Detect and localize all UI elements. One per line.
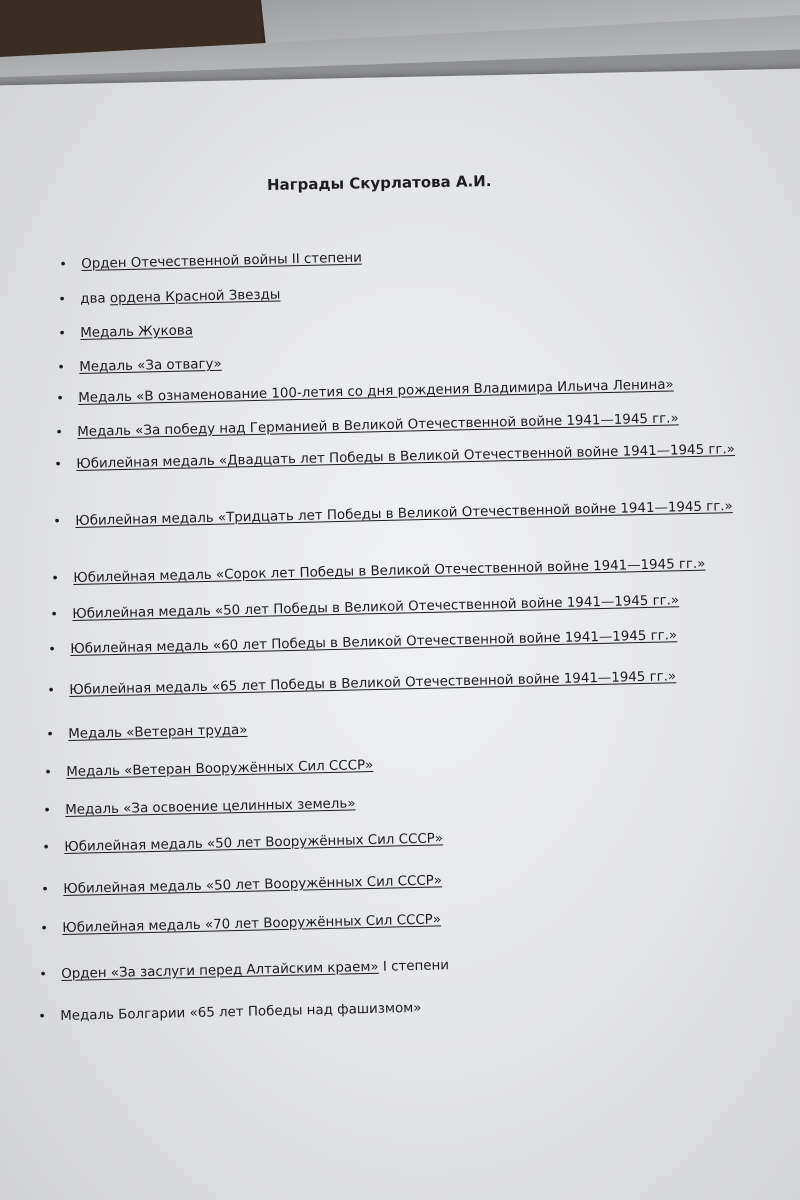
award-text: [62, 912, 441, 936]
award-text: [77, 411, 679, 440]
award-list-item: [48, 622, 750, 662]
bullet-icon: •: [58, 292, 67, 308]
bullet-icon: •: [57, 360, 66, 376]
award-text: [80, 287, 280, 307]
award-list-item: [53, 494, 755, 534]
award-text: [75, 499, 733, 529]
bullet-icon: •: [47, 683, 56, 699]
award-text: [65, 796, 356, 818]
bullet-icon: •: [51, 571, 60, 587]
award-list-item: [59, 237, 761, 277]
award-link-text: Юбилейная медаль «65 лет Победы в Великой Отечественной войне 1941—1945 гг.»: [69, 669, 677, 698]
award-link-text: Медаль «В ознаменование 100-летия со дня рождения Владимира Ильича Ленина»: [78, 377, 674, 406]
award-list-item: [43, 783, 745, 823]
award-text: [73, 557, 705, 586]
bullet-icon: •: [59, 257, 68, 273]
award-list-item: [47, 663, 749, 703]
award-link-text: Орден Отечественной войны II степени: [81, 250, 362, 272]
document-title: Награды Скурлатова А.И.: [266, 172, 492, 194]
award-text: [68, 723, 248, 742]
award-text: [78, 377, 674, 406]
award-link-text: Медаль «Ветеран Вооружённых Сил СССР»: [66, 758, 374, 780]
award-text: [81, 251, 362, 272]
award-list-item: [38, 989, 740, 1029]
bullet-icon: •: [40, 921, 49, 937]
bullet-icon: •: [48, 642, 57, 658]
bullet-icon: •: [39, 967, 48, 983]
bullet-icon: •: [56, 391, 65, 407]
award-plain-text: Медаль Болгарии «65 лет Победы над фашизмом»: [60, 1000, 422, 1024]
award-text: [66, 758, 373, 780]
award-link-text: Медаль «За победу над Германией в Великой Отечественной войне 1941—1945 гг.»: [77, 411, 679, 440]
award-list-item: [40, 901, 742, 941]
bullet-icon: •: [58, 326, 67, 342]
award-link-text: Медаль «Ветеран труда»: [68, 722, 248, 742]
award-text: [76, 442, 735, 472]
bullet-icon: •: [43, 803, 52, 819]
award-list-item: [50, 587, 752, 627]
bullet-icon: •: [55, 425, 64, 441]
bullet-icon: •: [53, 514, 62, 530]
award-list-item: [41, 862, 743, 902]
award-text: [69, 669, 676, 698]
award-link-text: Юбилейная медаль «Тридцать лет Победы в Великой Отечественной войне 1941—1945 гг.»: [75, 499, 733, 529]
award-text: [72, 593, 679, 622]
award-list-item: [51, 551, 753, 591]
bullet-icon: •: [50, 607, 59, 623]
bullet-icon: •: [44, 765, 53, 781]
award-plain-text: два: [80, 291, 111, 307]
award-link-text: Орден «За заслуги перед Алтайским краем»: [61, 959, 379, 982]
award-link-text: Юбилейная медаль «60 лет Победы в Великой Отечественной войне 1941—1945 гг.»: [70, 628, 678, 657]
award-list-item: [46, 707, 748, 747]
award-list-item: [44, 745, 746, 785]
award-link-text: Юбилейная медаль «50 лет Победы в Великой Отечественной войне 1941—1945 гг.»: [72, 593, 680, 622]
award-text: [70, 628, 677, 657]
award-text: [64, 831, 443, 855]
award-link-text: Юбилейная медаль «Сорок лет Победы в Великой Отечественной войне 1941—1945 гг.»: [73, 556, 706, 586]
award-link-text: ордена Красной Звезды: [109, 287, 281, 307]
award-plain-text: I степени: [378, 958, 450, 975]
bullet-icon: •: [54, 457, 63, 473]
award-text: [79, 357, 222, 375]
award-list-item: [42, 820, 744, 860]
award-text: [61, 958, 449, 982]
award-link-text: Юбилейная медаль «Двадцать лет Победы в Великой Отечественной войне 1941—1945 гг.»: [76, 442, 736, 472]
award-link-text: Медаль Жукова: [80, 323, 194, 341]
award-list-item: [58, 272, 760, 312]
award-text: [60, 1001, 422, 1024]
bullet-icon: •: [46, 727, 55, 743]
award-link-text: Медаль «За освоение целинных земель»: [65, 796, 356, 818]
award-link-text: Медаль «За отвагу»: [79, 356, 222, 375]
award-text: [80, 323, 193, 341]
award-link-text: Юбилейная медаль «70 лет Вооружённых Сил СССР»: [62, 912, 442, 936]
award-text: [63, 873, 442, 897]
bullet-icon: •: [42, 840, 51, 856]
award-list-item: [39, 947, 741, 987]
bullet-icon: •: [38, 1009, 47, 1025]
award-link-text: Юбилейная медаль «50 лет Вооружённых Сил СССР»: [64, 831, 444, 855]
bullet-icon: •: [41, 882, 50, 898]
award-link-text: Юбилейная медаль «50 лет Вооружённых Сил СССР»: [63, 873, 443, 897]
award-list-item: [58, 306, 760, 346]
